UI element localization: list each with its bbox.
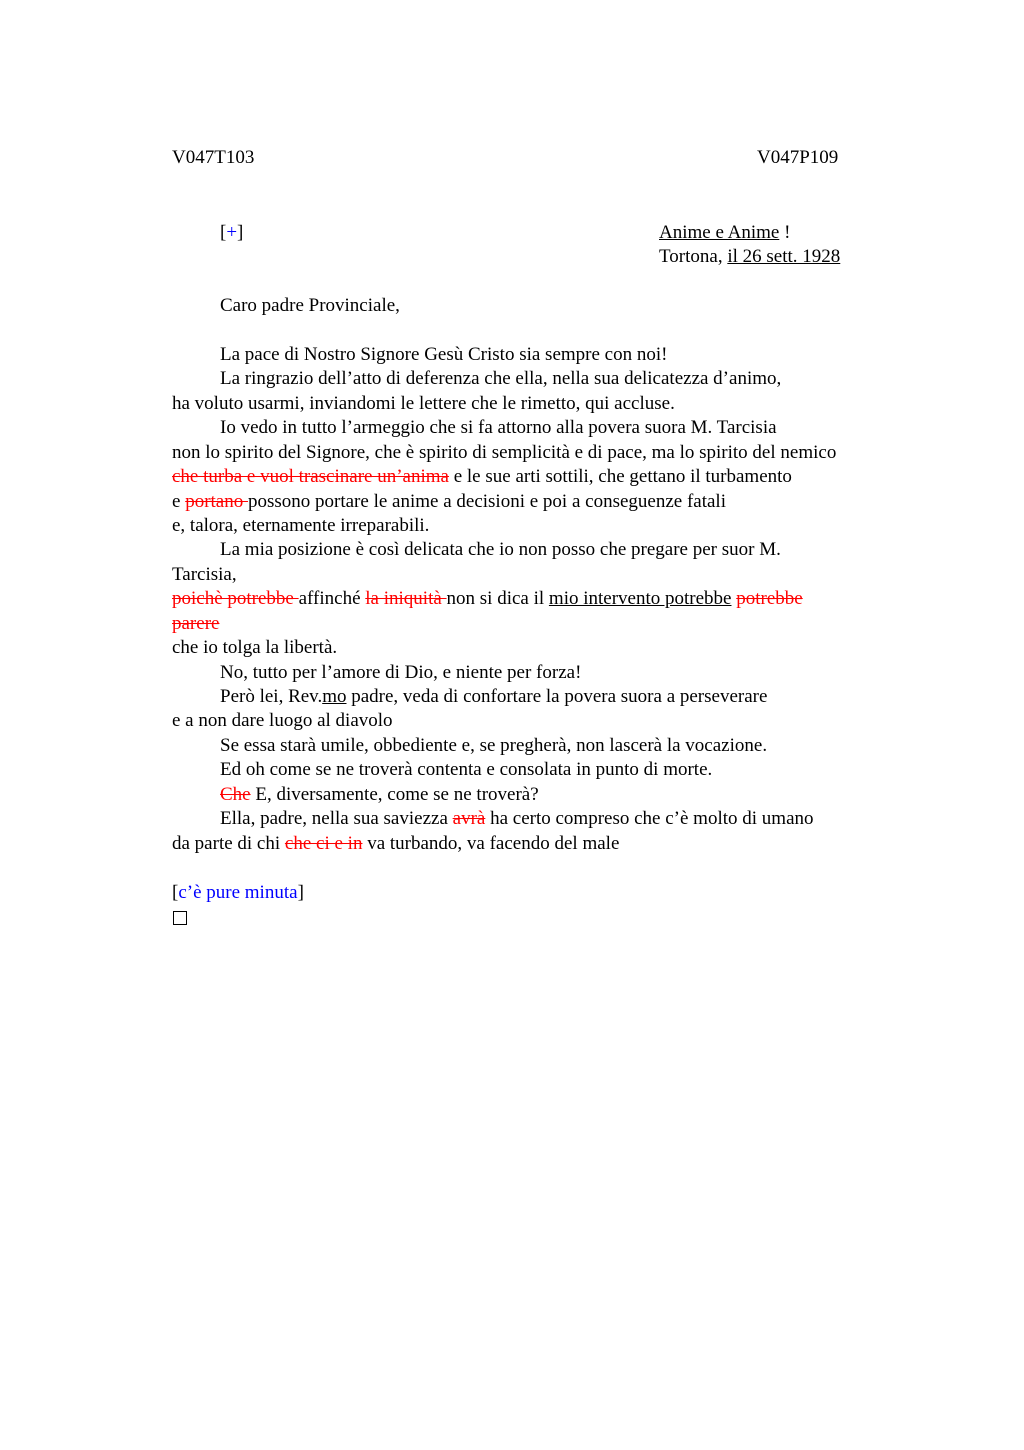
body-line: e, talora, eternamente irreparabili. xyxy=(172,515,430,536)
body-line: Tarcisia, xyxy=(172,564,237,585)
body-line: Ed oh come se ne troverà contenta e consolata in punto di morte. xyxy=(220,759,713,780)
body-line: Se essa starà umile, obbediente e, se pregherà, non lascerà la vocazione. xyxy=(220,735,768,756)
letter-title xyxy=(659,221,790,245)
body-line xyxy=(172,490,726,514)
body-text: non si dica il xyxy=(446,588,549,609)
deleted-text: che turba e vuol trascinare un’anima xyxy=(172,466,449,487)
body-text: Però lei, Rev. xyxy=(220,686,323,707)
checkbox-icon xyxy=(173,908,187,932)
body-text: e le sue arti sottili, che gettano il turbamento xyxy=(448,466,792,487)
body-text: ha certo compreso che c’è molto di umano xyxy=(485,808,814,829)
body-line: e a non dare luogo al diavolo xyxy=(172,710,393,731)
body-line: non lo spirito del Signore, che è spirito di semplicità e di pace, ma lo spirito del nemico xyxy=(172,442,837,463)
body-text: padre, veda di confortare la povera suora a perseverare xyxy=(346,686,768,707)
note-text: c’è pure minuta xyxy=(178,882,298,903)
bracket-close: ] xyxy=(237,222,244,243)
deleted-text: poichè potrebbe xyxy=(172,588,299,609)
body-line: ha voluto usarmi, inviandomi le lettere che le rimetto, qui accluse. xyxy=(172,393,675,414)
dateline xyxy=(659,245,840,269)
underlined-text: mo xyxy=(322,686,347,707)
body-text: affinché xyxy=(298,588,366,609)
bracket-open: [ xyxy=(220,222,227,243)
deleted-text: che ci e in xyxy=(284,833,363,854)
body-text: Ella, padre, nella sua saviezza xyxy=(220,808,453,829)
title-text: Anime e Anime xyxy=(659,222,780,243)
bracket-close: ] xyxy=(297,882,304,903)
body-line: Io vedo in tutto l’armeggio che si fa attorno alla povera suora M. Tarcisia xyxy=(220,417,777,438)
title-exclamation: ! xyxy=(779,222,791,243)
editorial-note xyxy=(172,881,304,905)
body-text: e xyxy=(172,491,186,512)
body-line xyxy=(220,807,814,831)
body-line xyxy=(172,832,619,856)
body-line: La pace di Nostro Signore Gesù Cristo sia sempre con noi! xyxy=(220,344,668,365)
body-line xyxy=(220,685,767,709)
cross-symbol: + xyxy=(226,222,238,243)
deleted-text: la iniquità xyxy=(365,588,447,609)
underlined-text: mio intervento potrebbe xyxy=(548,588,732,609)
body-text: da parte di chi xyxy=(172,833,285,854)
body-line xyxy=(172,612,219,636)
deleted-text: Che xyxy=(220,784,251,805)
deleted-text: avrà xyxy=(452,808,486,829)
body-line: La ringrazio dell’atto di deferenza che ella, nella sua delicatezza d’animo, xyxy=(220,368,782,389)
bracket-open: [ xyxy=(172,882,179,903)
body-line: che io tolga la libertà. xyxy=(172,637,338,658)
salutation: Caro padre Provinciale, xyxy=(220,295,400,316)
place: Tortona, xyxy=(659,246,728,267)
deleted-text: parere xyxy=(172,613,220,634)
body-line: No, tutto per l’amore di Dio, e niente per forza! xyxy=(220,662,582,683)
body-line xyxy=(172,587,803,611)
document-code-left: V047T103 xyxy=(172,147,255,168)
body-line xyxy=(172,465,792,489)
deleted-text: potrebbe xyxy=(736,588,803,609)
date: il 26 sett. 1928 xyxy=(727,246,841,267)
body-text: va turbando, va facendo del male xyxy=(362,833,620,854)
body-text: E, diversamente, come se ne troverà? xyxy=(250,784,539,805)
document-code-right: V047P109 xyxy=(757,147,839,168)
body-line: La mia posizione è così delicata che io non posso che pregare per suor M. xyxy=(220,539,781,560)
body-text: possono portare le anime a decisioni e poi a conseguenze fatali xyxy=(247,491,726,512)
deleted-text: portano xyxy=(185,491,248,512)
cross-mark xyxy=(220,221,243,245)
body-line xyxy=(220,783,539,807)
